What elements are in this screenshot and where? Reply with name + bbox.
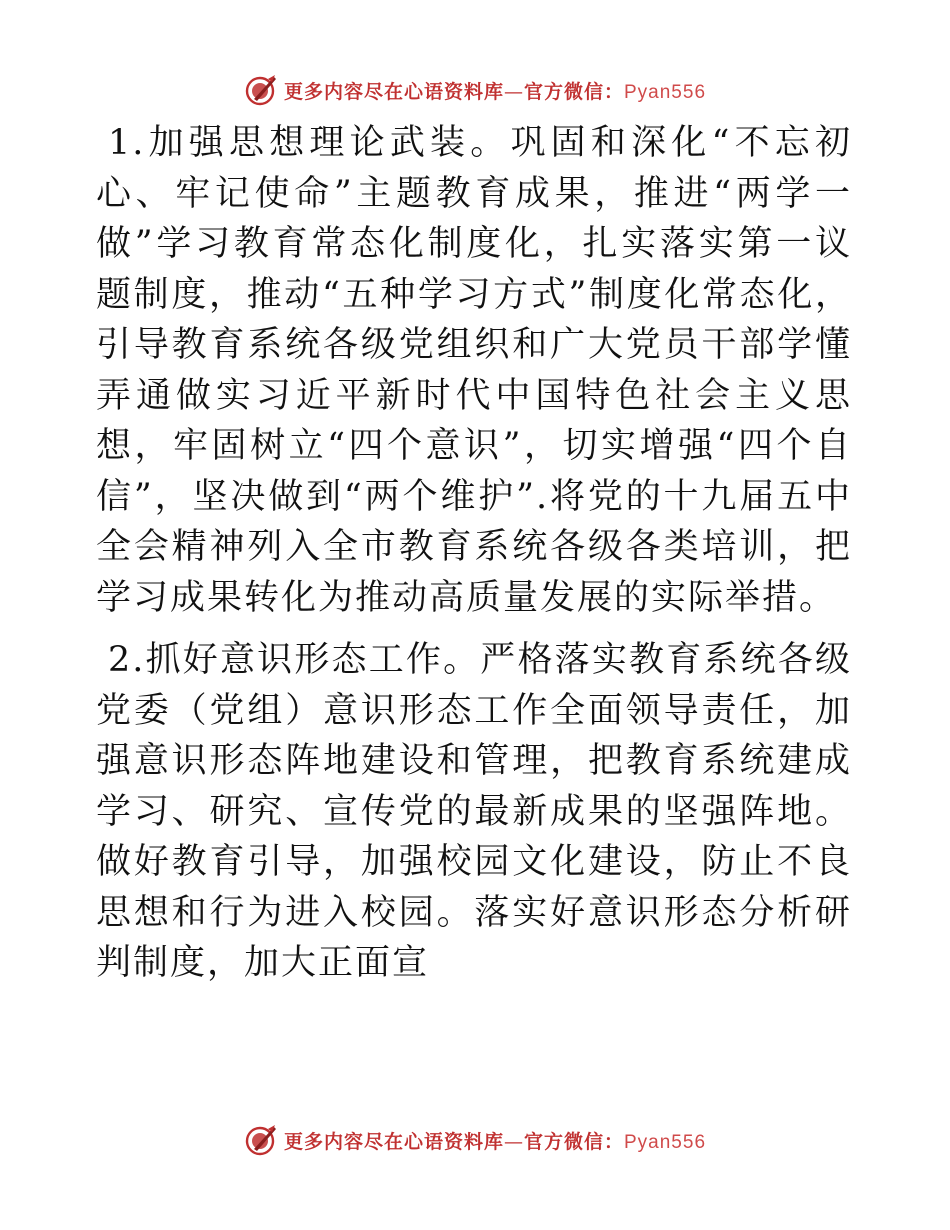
document-body: [96, 118, 852, 1001]
watermark-separator: —: [503, 1130, 524, 1153]
watermark-text: [284, 1127, 706, 1154]
quill-logo-icon: [244, 1123, 278, 1157]
watermark-separator: —: [503, 80, 524, 103]
watermark-brand: [244, 1123, 706, 1157]
page-header-watermark: [0, 70, 950, 110]
watermark-official-label: 官方微信：: [523, 80, 624, 103]
watermark-handle: Pyan556: [624, 1131, 707, 1153]
watermark-main-text: 更多内容尽在心语资料库: [283, 80, 504, 103]
watermark-text: [284, 77, 706, 104]
watermark-official-label: 官方微信：: [523, 1130, 624, 1153]
paragraph-2: 2.抓好意识形态工作。严格落实教育系统各级党委（党组）意识形态工作全面领导责任，加强意识形态阵地建设和管理，把教育系统建成学习、研究、宣传党的最新成果的坚强阵地。做好教育引导，加强校园文化建设，防止不良思想和行为进入校园。落实好意识形态分析研判制度，加大正面宣: [96, 640, 852, 983]
watermark-main-text: 更多内容尽在心语资料库: [283, 1130, 504, 1153]
watermark-handle: Pyan556: [624, 81, 707, 103]
quill-logo-icon: [244, 73, 278, 107]
watermark-brand: [244, 73, 706, 107]
paragraph-1: 1.加强思想理论武装。巩固和深化“不忘初心、牢记使命”主题教育成果，推进“两学一做”学习教育常态化制度化，扎实落实第一议题制度，推动“五种学习方式”制度化常态化，引导教育系统各级党组织和广大党员干部学懂弄通做实习近平新时代中国特色社会主义思想，牢固树立“四个意识”，切实增强“四个自信”，坚决做到“两个维护”.将党的十九届五中全会精神列入全市教育系统各级各类培训，把学习成果转化为推动高质量发展的实际举措。: [96, 123, 852, 618]
page-footer-watermark: [0, 1120, 950, 1160]
